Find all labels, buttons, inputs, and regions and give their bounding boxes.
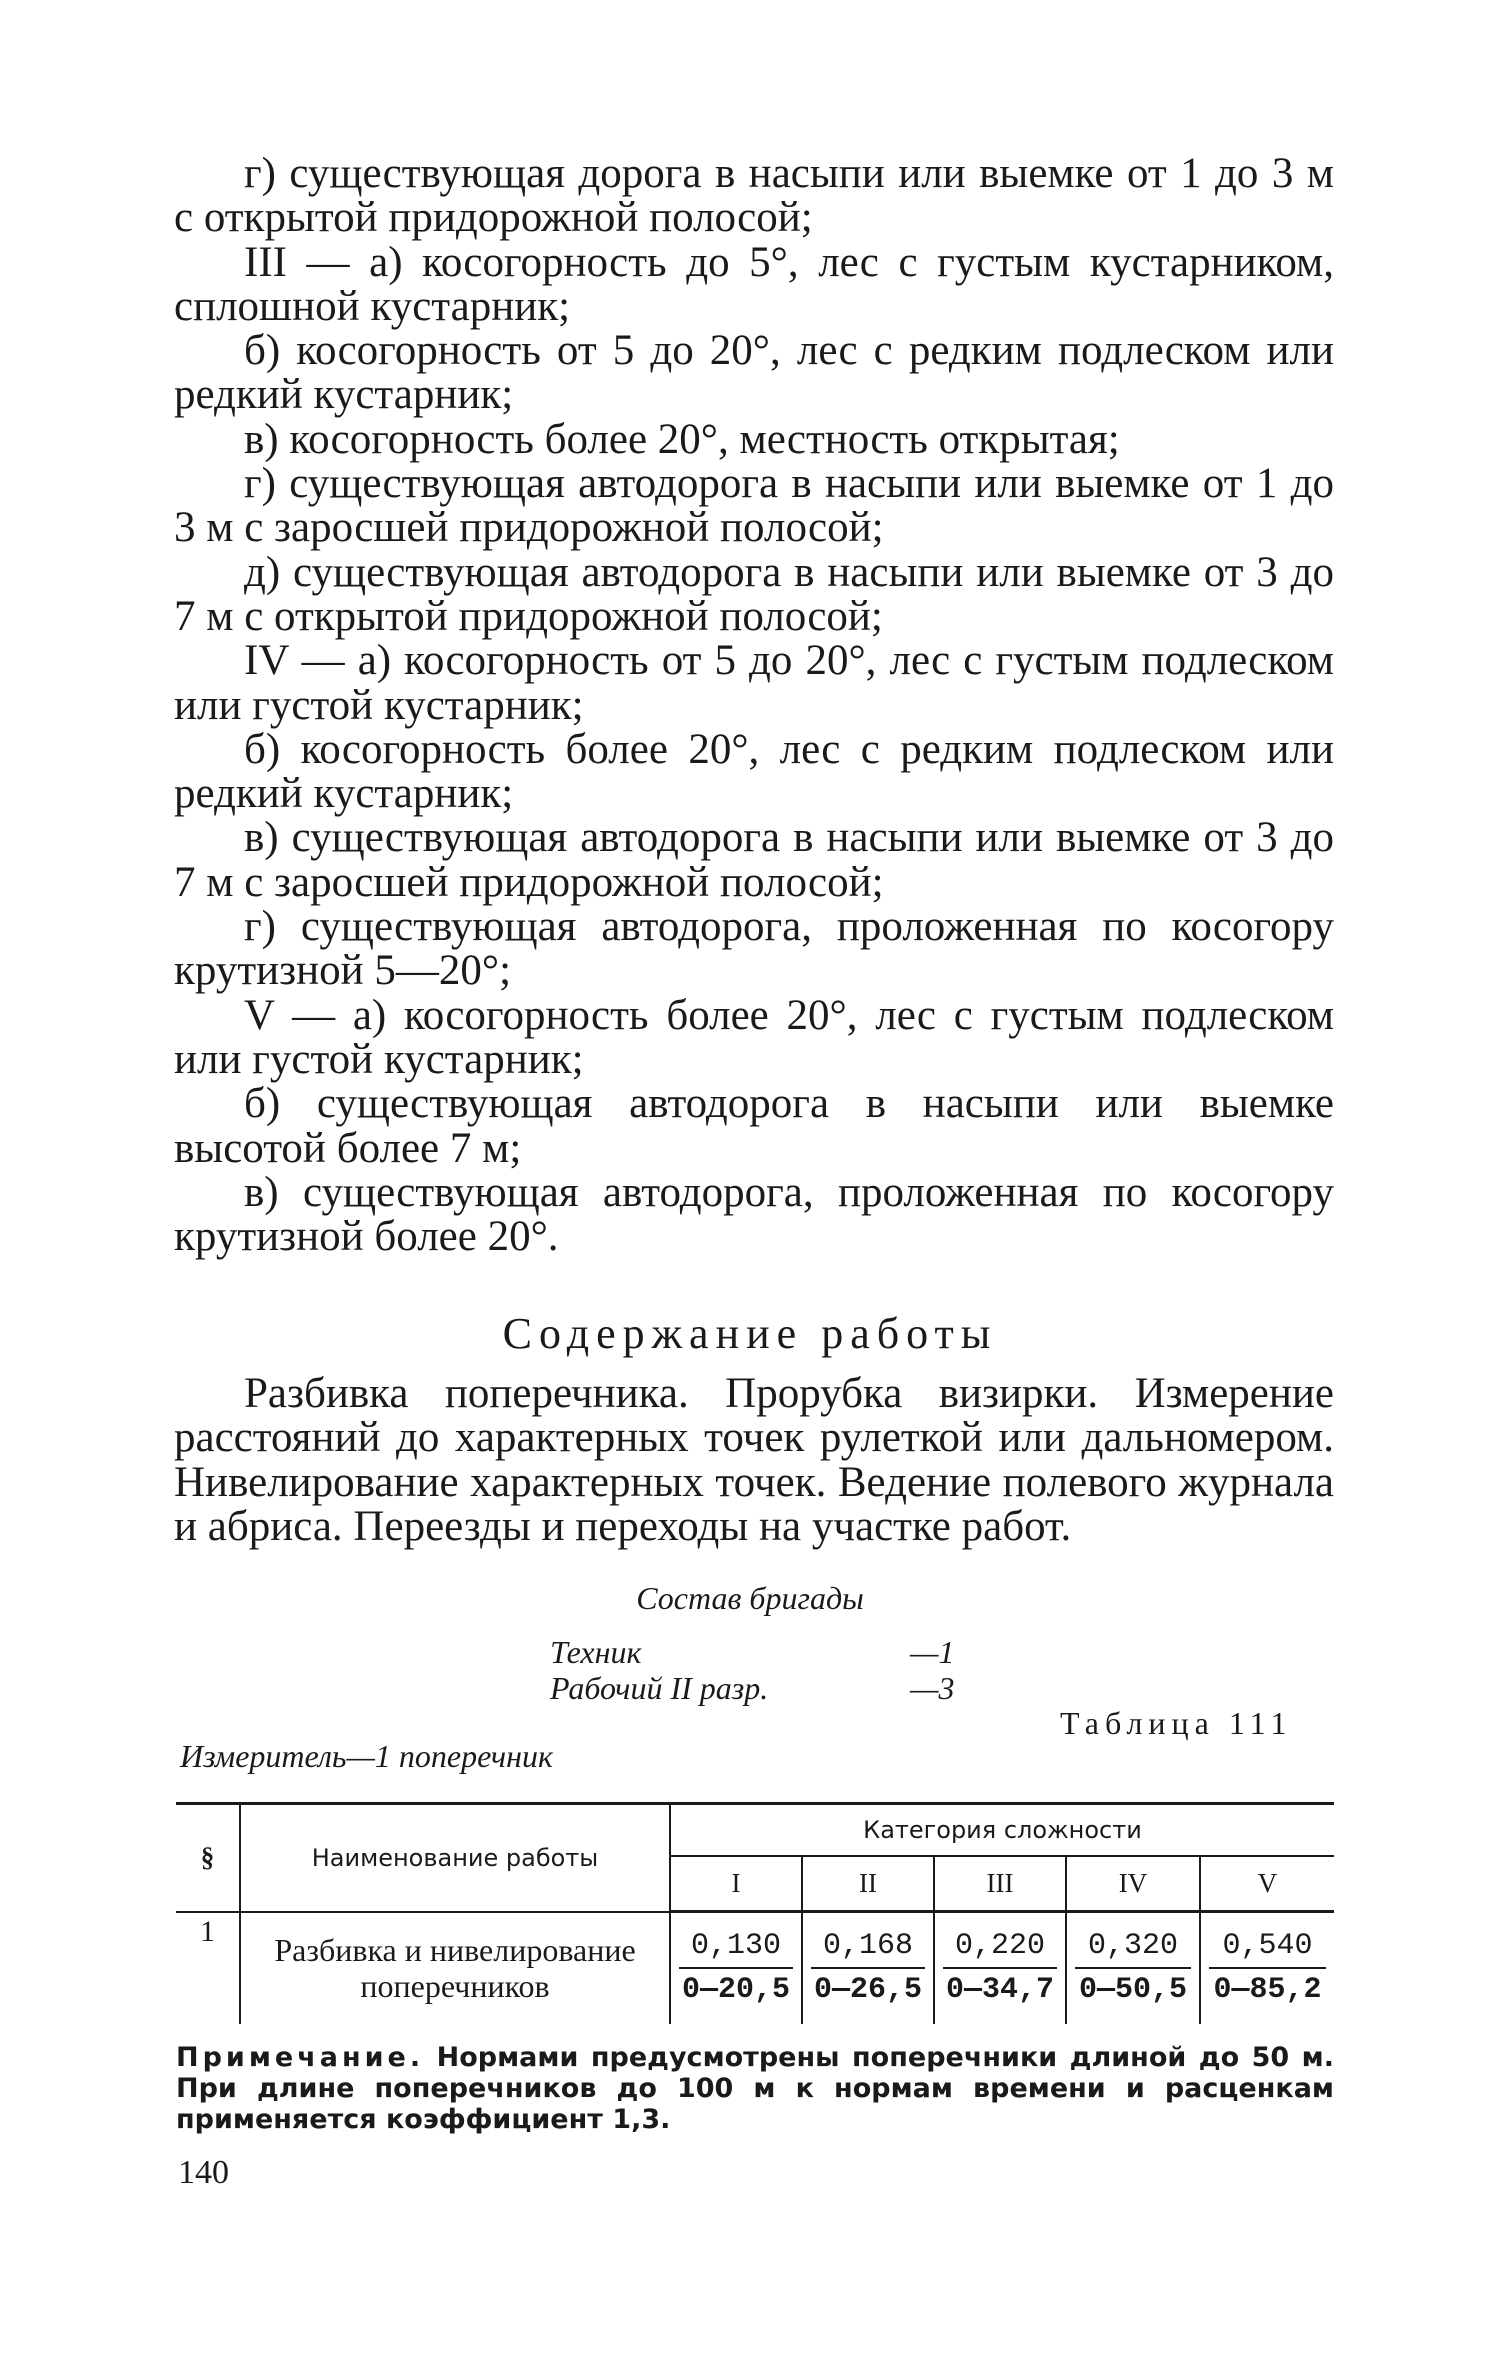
paragraph: V — а) косогорность более 20°, лес с густым подлеском или густой кустарник; (174, 991, 1334, 1083)
paragraph: в) косогорность более 20°, местность открытая; (244, 415, 1120, 463)
value-cell (802, 1912, 934, 2024)
norm-time: 0,130 (679, 1929, 793, 1969)
paragraph: г) существующая дорога в насыпи или выемке от 1 до 3 м с открытой придорожной полосой; (174, 150, 1334, 242)
rate: 0—50,5 (1078, 1973, 1188, 2008)
table-note (176, 2042, 1334, 2135)
crew-role: Рабочий II разр. (550, 1670, 769, 1706)
header-name: Наименование работы (240, 1804, 670, 1912)
row-num: 1 (176, 1912, 240, 2024)
paragraph: б) косогорность более 20°, лес с редким подлеском или редкий кустарник; (174, 725, 1334, 818)
crew-count: —3 (910, 1670, 955, 1706)
work-content-text: Разбивка поперечника. Прорубка визирки. Измерение расстояний до характерных точек рулеткой или дальномером. Нивелирование характерных точек. Ведение полевого журнала и абриса. Переезды и переходы на участке работ. (174, 1370, 1334, 1550)
rate: 0—20,5 (681, 1973, 791, 2008)
value-cell (1200, 1912, 1334, 2024)
table-label: Таблица 111 (1060, 1705, 1293, 1741)
paragraph: в) существующая автодорога в насыпи или выемке от 3 до 7 м с заросшей придорожной полосой; (174, 814, 1334, 906)
body-text (174, 152, 1334, 1259)
rate: 0—34,7 (945, 1973, 1055, 2008)
header-category-i: I (670, 1856, 802, 1912)
note-text: Нормами предусмотрены поперечники длиной до 50 м. При длине поперечников до 100 м к нормам времени и расценкам применяется коэффициент 1,3. (176, 2042, 1335, 2135)
norm-time: 0,220 (943, 1929, 1057, 1969)
value-cell (934, 1912, 1066, 2024)
header-num: § (176, 1804, 240, 1912)
section-title: Содержание работы (502, 1309, 998, 1358)
norm-time: 0,320 (1075, 1929, 1191, 1969)
header-category: Категория сложности (670, 1804, 1334, 1856)
crew-title: Состав бригады (636, 1580, 864, 1616)
paragraph: б) существующая автодорога в насыпи или выемке высотой более 7 м; (174, 1080, 1334, 1172)
header-category-iii: III (934, 1856, 1066, 1912)
value-cell (1066, 1912, 1200, 2024)
paragraph: г) существующая автодорога в насыпи или выемке от 1 до 3 м с заросшей придорожной полосой; (174, 460, 1334, 552)
norm-time: 0,168 (811, 1929, 925, 1969)
norms-table (176, 1802, 1334, 2024)
note-label: Примечание. (176, 2042, 425, 2073)
measure-unit: Измеритель—1 поперечник (180, 1738, 553, 1774)
paragraph: б) косогорность от 5 до 20°, лес с редким подлеском или редкий кустарник; (174, 327, 1334, 419)
crew-count: —1 (910, 1634, 955, 1670)
rate: 0—85,2 (1213, 1973, 1322, 2008)
header-category-v: V (1200, 1856, 1334, 1912)
paragraph: г) существующая автодорога, проложенная по косогору крутизной 5—20°; (174, 903, 1334, 995)
paragraph: III — а) косогорность до 5°, лес с густым кустарником, сплошной кустарник; (174, 238, 1334, 330)
table-row (176, 1912, 1334, 2024)
paragraph: в) существующая автодорога, проложенная по косогору крутизной более 20°. (174, 1168, 1334, 1261)
rate: 0—26,5 (813, 1973, 923, 2008)
norm-time: 0,540 (1209, 1929, 1326, 1969)
header-category-iv: IV (1066, 1856, 1200, 1912)
value-cell (670, 1912, 802, 2024)
crew-role: Техник (550, 1634, 642, 1670)
page-number: 140 (178, 2154, 229, 2191)
row-work-name: Разбивка и нивелирование поперечников (240, 1912, 670, 2024)
paragraph: д) существующая автодорога в насыпи или выемке от 3 до 7 м с открытой придорожной полосой; (174, 548, 1334, 640)
header-category-ii: II (802, 1856, 934, 1912)
paragraph: IV — а) косогорность от 5 до 20°, лес с густым подлеском или густой кустарник; (174, 637, 1334, 729)
